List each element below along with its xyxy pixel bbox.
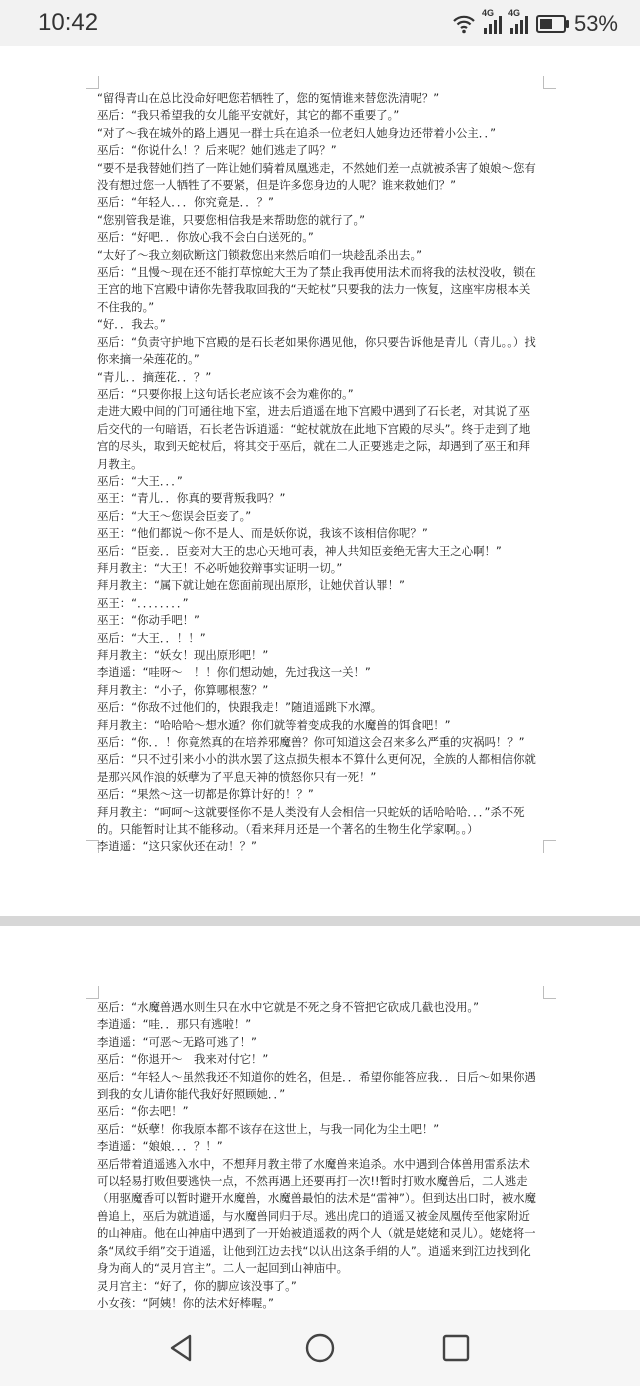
- text-paragraph: 拜月教主：“属下就让她在您面前现出原形，让她伏首认罪！”: [97, 578, 405, 593]
- document-page-1[interactable]: [0, 46, 640, 916]
- text-paragraph: 拜月教主：“小子，你算哪根葱？”: [97, 682, 269, 697]
- text-paragraph: 李逍遥：“可恶～无路可逃了！”: [97, 1034, 257, 1049]
- text-paragraph: 拜月教主：“大王！不必听她狡辩事实证明一切。”: [97, 560, 343, 575]
- text-paragraph: 李逍遥：“哇．．那只有逃啦！”: [97, 1017, 252, 1032]
- text-paragraph: 巫后：“大王～您误会臣妾了。”: [97, 508, 252, 523]
- text-paragraph: “留得青山在总比没命好吧您若牺牲了，您的冤情谁来替您洗清呢？”: [97, 91, 440, 105]
- page-corner-mark: [86, 76, 99, 89]
- text-paragraph: “太好了～我立刻砍断这门锁救您出来然后咱们一块趁乱杀出去。”: [97, 247, 423, 262]
- text-paragraph: 巫后：“臣妾．．臣妾对大王的忠心天地可表，神人共知臣妾绝无害大王之心啊！”: [97, 543, 502, 558]
- document-page-2[interactable]: [0, 926, 640, 1310]
- text-paragraph: 李逍遥：“娘娘．．．？！”: [97, 1139, 223, 1154]
- navigation-bar: [0, 1310, 640, 1386]
- text-paragraph: 巫后：“你．．！你竟然真的在培养邪魔兽？你可知道这会召来多么严重的灾祸吗！？”: [97, 735, 525, 750]
- text-paragraph: 小女孩：“阿姨！你的法术好棒喔。”: [97, 1295, 274, 1310]
- text-paragraph: 巫后：“大王．．．”: [97, 473, 183, 488]
- text-paragraph: “您别管我是谁，只要您相信我是来帮助您的就行了。”: [97, 212, 366, 227]
- text-paragraph: 拜月教主：“妖女！现出原形吧！”: [97, 648, 269, 662]
- home-circle-icon[interactable]: [304, 1332, 336, 1364]
- page-corner-mark: [543, 76, 556, 89]
- text-paragraph: 巫后：“只不过引来小小的洪水罢了这点损失根本不算什么更何况，全族的人都相信你就是那兴风作浪的妖孽为了平息天神的愤怒你只有一死！”: [97, 752, 536, 784]
- text-paragraph: 巫后：“水魔兽遇水则生只在水中它就是不死之身不管把它砍成几截也没用。”: [97, 1000, 479, 1014]
- page-2-text: [97, 999, 541, 1330]
- text-paragraph: 拜月教主：“哈哈哈～想水遁？你们就等着变成我的水魔兽的饵食吧！”: [97, 717, 451, 732]
- page-corner-mark: [86, 986, 99, 999]
- text-paragraph: 巫后：“你敌不过他们的，快跟我走！”随逍遥跳下水潭。: [97, 700, 383, 715]
- text-paragraph: 巫后：“且慢～现在还不能打草惊蛇大王为了禁止我再使用法术而将我的法杖没收，锁在王宫的地下宫殿中请你先替我取回我的“天蛇杖”只要我的法力一恢复，这座牢房根本关不住我的。”: [97, 265, 536, 314]
- signal-2-icon: [507, 8, 528, 34]
- text-paragraph: 巫王：“．．．．．．．．”: [97, 595, 189, 610]
- text-paragraph: 巫后：“年轻人．．．你究竟是．．？”: [97, 195, 274, 210]
- text-paragraph: 巫后：“你说什么！？后来呢？她们逃走了吗？”: [97, 143, 337, 158]
- status-time: 10:42: [38, 9, 99, 36]
- text-paragraph: 李逍遥：“哇呀～ ！！你们想动她，先过我这一关！”: [97, 665, 371, 680]
- text-paragraph: 巫后：“你退开～ 我来对付它！”: [97, 1052, 269, 1067]
- signal-1-icon: [481, 8, 502, 34]
- text-paragraph: 巫后：“果然～这一切都是你算计好的！？”: [97, 787, 314, 802]
- wifi-icon: [452, 14, 476, 34]
- text-paragraph: 灵月宫主：“好了，你的脚应该没事了。”: [97, 1278, 297, 1293]
- status-icons: [452, 8, 618, 37]
- text-paragraph: 巫后带着逍遥逃入水中，不想拜月教主带了水魔兽来追杀。水中遇到合体兽用雷系法术可以轻易打败但要逃快一点，不然再遇上还要再打一次!!暂时打败水魔兽后，二人逃走（用驱魔香可以暂时避开水魔兽，水魔兽最怕的法术是“雷神”）。但到达出口时，被水魔兽追上，巫后为就逍遥，与水魔兽同归于尽。逃出虎口的逍遥又被金凤凰传至他家附近的山神庙。他在山神庙中遇到了一开始被逍遥救的两个人（就是姥姥和灵儿）。姥姥将一条“凤纹手绢”交于逍遥，让他到江边去找“以认出这条手绢的人”。逍遥来到江边找到化身为商人的“灵月宫主”。二人一起回到山神庙中。: [97, 1156, 536, 1276]
- page-1-text: [97, 90, 541, 856]
- text-paragraph: “好．．我去。”: [97, 317, 166, 332]
- text-paragraph: 巫后：“只要你报上这句话长老应该不会为难你的。”: [97, 386, 354, 401]
- battery-icon: [536, 15, 566, 33]
- text-paragraph: 巫王：“他们都说～你不是人、而是妖你说，我该不该相信你呢？”: [97, 526, 428, 541]
- text-paragraph: 巫后：“年轻人～虽然我还不知道你的姓名，但是．．希望你能答应我．．日后～如果你遇到我的女儿请你能代我好好照顾她．．”: [97, 1069, 536, 1102]
- page-corner-mark: [543, 986, 556, 999]
- page-separator: [0, 916, 640, 926]
- battery-percent: 53%: [573, 11, 618, 36]
- text-paragraph: 巫王：“青儿．．你真的要背叛我吗？”: [97, 491, 286, 506]
- page-corner-mark: [543, 840, 556, 853]
- text-paragraph: 巫后：“我只希望我的女儿能平安就好，其它的都不重要了。”: [97, 108, 400, 123]
- recents-square-icon[interactable]: [440, 1332, 472, 1364]
- text-paragraph: 巫后：“你去吧！”: [97, 1104, 189, 1119]
- back-triangle-icon[interactable]: [166, 1332, 198, 1364]
- text-paragraph: 巫王：“你动手吧！”: [97, 613, 200, 628]
- text-paragraph: 巫后：“负责守护地下宫殿的是石长老如果你遇见他，你只要告诉他是青儿（青儿。。）找你来摘一朵莲花的。”: [97, 334, 536, 367]
- text-paragraph: 李逍遥：“这只家伙还在动！？”: [97, 839, 257, 854]
- text-paragraph: 巫后：“大王．．！！”: [97, 630, 206, 645]
- text-paragraph: 拜月教主：“呵呵～这就要怪你不是人类没有人会相信一只蛇妖的话哈哈哈．．．”杀不死的。只能暂时让其不能移动。（看来拜月还是一个著名的生物生化学家啊。。）: [97, 804, 525, 837]
- signal-2-label: 4G: [507, 8, 520, 18]
- battery-fill: [540, 19, 552, 29]
- text-paragraph: 巫后：“好吧．．你放心我不会白白送死的。”: [97, 230, 314, 245]
- text-paragraph: 走进大殿中间的门可通往地下室，进去后逍遥在地下宫殿中遇到了石长老，对其说了巫后交代的一句暗语，石长老告诉逍遥：“蛇杖就放在此地下宫殿的尽头”。终于走到了地宫的尽头，取到天蛇杖后，将其交于巫后，就在二人正要逃走之际，却遇到了巫王和拜月教主。: [97, 404, 531, 471]
- signal-1-label: 4G: [481, 8, 494, 18]
- text-paragraph: “对了～我在城外的路上遇见一群士兵在追杀一位老妇人她身边还带着小公主．．”: [97, 125, 497, 140]
- text-paragraph: 巫后：“妖孽！你我原本都不该存在这世上，与我一同化为尘土吧！”: [97, 1121, 440, 1136]
- status-bar: [0, 0, 640, 46]
- text-paragraph: “要不是我替她们挡了一阵让她们骑着凤凰逃走，不然她们差一点就被杀害了娘娘～您有没有想过您一人牺牲了不要紧，但是许多您身边的人呢？谁来救她们？”: [97, 160, 536, 193]
- text-paragraph: “青儿．．摘莲花．．？”: [97, 369, 212, 384]
